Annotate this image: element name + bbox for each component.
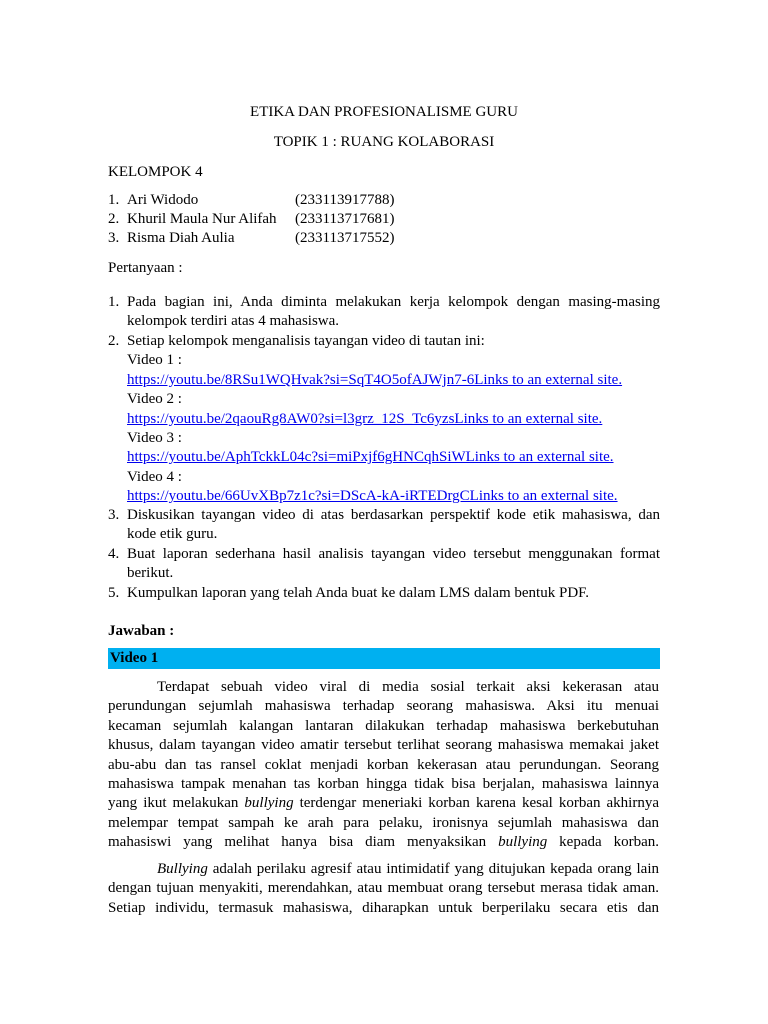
paragraph-line: Terdapat sebuah video viral di media sosial terkait aksi kekerasan atau	[157, 679, 659, 695]
video-section-title: Video 1	[110, 650, 159, 666]
question-item	[108, 545, 660, 584]
question-number: 4.	[108, 546, 120, 562]
paragraph-line: Setiap individu, termasuk mahasiswa, diharapkan untuk berperilaku secara etis dan	[108, 899, 659, 916]
video-section-header	[108, 648, 660, 669]
question-text: Setiap kelompok menganalisis tayangan video di tautan ini:	[127, 333, 485, 349]
question-item	[108, 584, 660, 603]
paragraph-line	[108, 860, 659, 879]
text-span: yang ikut melakukan	[108, 795, 245, 812]
question-item	[108, 293, 660, 332]
question-item	[108, 506, 660, 545]
italic-term: bullying	[498, 834, 548, 851]
paragraph-line	[108, 833, 659, 852]
video-link[interactable]: https://youtu.be/66UvXBp7z1c?si=DScA-kA-iRTEDrgCLinks to an external site.	[127, 488, 618, 505]
member-name: Ari Widodo	[127, 192, 199, 208]
question-number: 3.	[108, 507, 120, 523]
text-span: adalah perilaku agresif atau intimidatif yang ditujukan kepada orang lain	[207, 861, 659, 877]
question-number: 1.	[108, 294, 120, 310]
paragraph-line: dengan tujuan menyakiti, merendahkan, atau membuat orang tersebut merasa tidak aman.	[108, 880, 659, 897]
member-number: 3.	[108, 230, 120, 246]
questions-label: Pertanyaan :	[108, 260, 183, 276]
text-span: terdengar meneriaki korban karena kesal korban akhirnya	[293, 795, 659, 812]
document-subtitle: TOPIK 1 : RUANG KOLABORASI	[273, 134, 495, 150]
text-span: mahasiswi yang melihat hanya bisa diam menyaksikan	[108, 834, 499, 851]
question-item	[108, 332, 660, 507]
paragraph-line: perundungan sejumlah mahasiswa terhadap seorang mahasiswa. Aksi itu menuai	[108, 698, 659, 715]
question-text: Buat laporan sederhana hasil analisis tayangan video tersebut menggunakan format	[127, 546, 660, 562]
video-label: Video 1 :	[127, 352, 182, 369]
italic-term: bullying	[244, 795, 294, 812]
question-text: kode etik guru.	[127, 526, 218, 543]
member-id: (233113917788)	[295, 192, 395, 208]
paragraph-line: melempar tempat sampah ke arah para pelaku, ironisnya sejumlah mahasiswa dan	[108, 814, 659, 831]
video-link[interactable]: https://youtu.be/2qaouRg8AW0?si=l3grz_12S_Tc6yzsLinks to an external site.	[127, 410, 603, 427]
paragraph-line: mahasiswa tampak menahan tas korban hingga tidak bisa berjalan, mahasiswa lainnya	[108, 776, 659, 793]
question-text: Kumpulkan laporan yang telah Anda buat ke dalam LMS dalam bentuk PDF.	[127, 585, 590, 601]
member-id: (233113717552)	[295, 230, 395, 246]
paragraph-line: kecaman sejumlah kalangan lantaran dilakukan terhadap mahasiswa berkebutuhan	[108, 717, 659, 734]
group-label: KELOMPOK 4	[108, 164, 203, 180]
question-text: berikut.	[127, 565, 174, 582]
member-number: 1.	[108, 192, 120, 208]
member-id: (233113717681)	[295, 211, 395, 227]
member-row	[108, 210, 394, 228]
paragraph-line: khusus, dalam tayangan video amatir tersebut terlihat seorang mahasiswa memakai jaket	[108, 737, 659, 754]
document-title: ETIKA DAN PROFESIONALISME GURU	[250, 104, 518, 120]
question-text: Pada bagian ini, Anda diminta melakukan kerja kelompok dengan masing-masing	[127, 294, 660, 310]
video-label: Video 2 :	[127, 391, 182, 408]
member-number: 2.	[108, 211, 120, 227]
video-label: Video 4 :	[127, 468, 182, 485]
member-row	[108, 229, 394, 247]
member-name: Khuril Maula Nur Alifah	[127, 211, 277, 227]
answer-paragraph	[108, 678, 659, 853]
paragraph-line: abu-abu dan tas ransel coklat menjadi korban kekerasan atau perundungan. Seorang	[108, 756, 659, 773]
answer-paragraph	[108, 860, 659, 918]
question-number: 5.	[108, 585, 120, 601]
text-span: kepada korban.	[547, 834, 659, 851]
paragraph-line	[108, 794, 659, 813]
member-name: Risma Diah Aulia	[127, 230, 235, 246]
video-link[interactable]: https://youtu.be/AphTckkL04c?si=miPxjf6gHNCqhSiWLinks to an external site.	[127, 449, 614, 466]
video-link[interactable]: https://youtu.be/8RSu1WQHvak?si=SqT4O5ofAJWjn7-6Links to an external site.	[127, 371, 623, 388]
member-row	[108, 191, 394, 209]
question-number: 2.	[108, 333, 120, 349]
answer-label: Jawaban :	[108, 623, 175, 639]
question-text: Diskusikan tayangan video di atas berdasarkan perspektif kode etik mahasiswa, dan	[127, 507, 660, 523]
question-text: kelompok terdiri atas 4 mahasiswa.	[127, 313, 340, 330]
italic-term: Bullying	[157, 861, 208, 877]
video-label: Video 3 :	[127, 430, 182, 447]
